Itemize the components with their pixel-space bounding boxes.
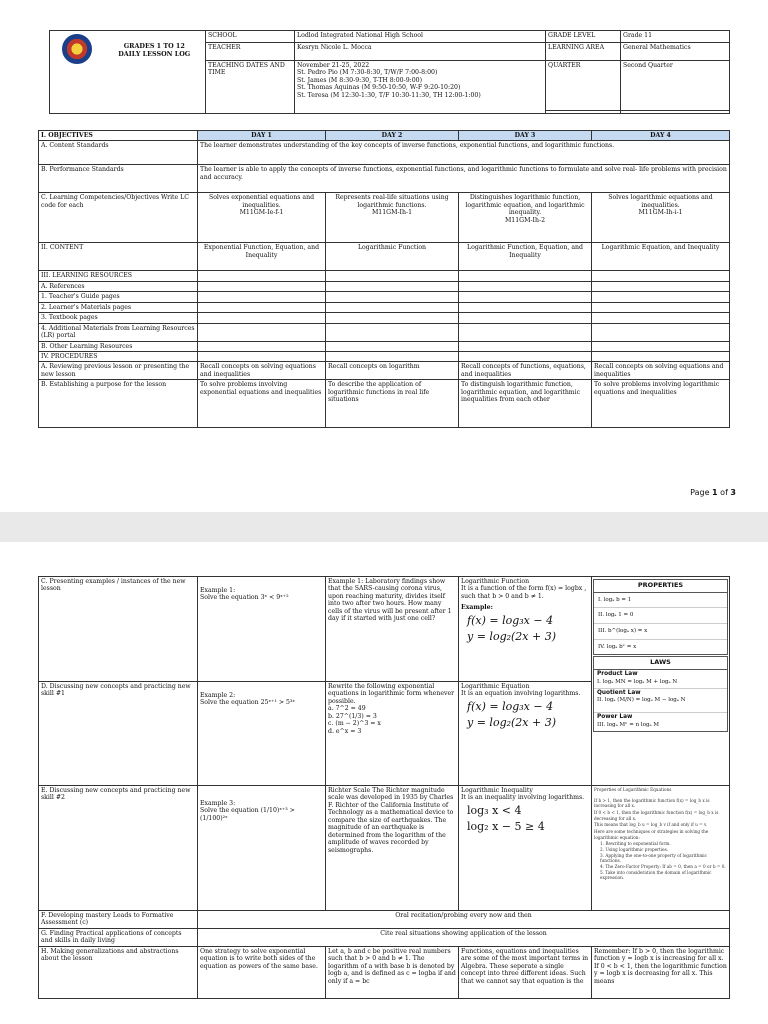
content-standards-text: The learner demonstrates understanding of the key concepts of inverse functions, exponential functions, and logarithmic functions. (198, 141, 730, 165)
objectives-heading: I. OBJECTIVES (39, 131, 198, 141)
procedures-table (38, 576, 730, 999)
resources-row: 3. Textbook pages (39, 313, 198, 323)
presenting-day-3 (459, 577, 592, 682)
properties-box (593, 579, 728, 655)
resources-row: A. References (39, 281, 198, 291)
dates-line: St. James (M 8:30-9:30, T-TH 8:00-9:00) (297, 76, 423, 84)
log-title (104, 31, 206, 114)
discussing-2-day-1 (198, 786, 326, 911)
page-gap (0, 512, 768, 542)
discussing-1-day-2 (326, 682, 459, 786)
list-item: 4. The Zero-Factor Property: If ab = 0, then a = 0 or b = 0. (600, 864, 726, 870)
developing-mastery-text: Oral recitation/probing every now and then (198, 911, 730, 929)
school-value: Lodlod Integrated National High School (295, 31, 546, 43)
properties-line: Here are some techniques or strategies in solving the logarithmic equation: (594, 829, 709, 840)
competency-text: Represents real-life situations using logarithmic functions. (335, 194, 449, 209)
equation-1: f(x) = log₃x − 4 (467, 699, 554, 713)
competency-day-2 (326, 193, 459, 243)
performance-standards-text: The learner is able to apply the concepts of inverse functions, exponential functions, and logarithmic functions to formulate and solve real- life problems with precision and accuracy. (198, 165, 730, 193)
log-title-line2: DAILY LESSON LOG (118, 49, 191, 58)
definition-body: It is a function of the form f(x) = logbx , such that b > 0 and b ≠ 1. (461, 585, 587, 600)
dates-line: St. Thomas Aquinas (M 9:50-10:50, W-F 9:20-10:20) (297, 84, 461, 92)
discussing-1-label: D. Discussing new concepts and practicing new skill #1 (39, 682, 198, 786)
reviewing-day-1: Recall concepts on solving equations and inequalities (198, 362, 326, 380)
exercise-item: b. 27^(1/3) = 3 (328, 712, 377, 720)
day-header-4: DAY 4 (592, 131, 730, 141)
reviewing-day-4: Recall concepts on solving equations and inequalities (592, 362, 730, 380)
competency-code: M11GM-Ih-2 (504, 216, 546, 224)
deped-seal-icon (62, 34, 92, 64)
competency-day-4 (592, 193, 730, 243)
school-label: SCHOOL (206, 31, 295, 43)
practical-applications-text: Cite real situations showing application of the lesson (198, 929, 730, 947)
inequality-1: log₃ x < 4 (467, 803, 522, 817)
property-item: IV. logₐ bˣ = x (598, 643, 637, 650)
equation-1: f(x) = log₃x − 4 (467, 613, 554, 627)
definition-title: Logarithmic Function (461, 578, 530, 585)
performance-standards-label: B. Performance Standards (39, 165, 198, 193)
resources-row: B. Other Learning Resources (39, 341, 198, 351)
purpose-day-4: To solve problems involving logarithmic equations and inequalities (592, 380, 730, 428)
developing-mastery-label: F. Developing mastery Leads to Formative Assessment (c) (39, 911, 198, 929)
header-table (49, 30, 730, 114)
page-number-current: 1 (712, 488, 718, 497)
discussing-2-day-3 (459, 786, 592, 911)
inequality-2: log₂ x − 5 ≥ 4 (467, 819, 545, 833)
law-name: Power Law (597, 714, 633, 721)
definition-body: It is an inequality involving logarithms. (461, 794, 585, 802)
generalizations-day-3: Functions, equations and inequalities are some of the most important terms in Algebra. These seperate a single concept into three different ideas. Such that we cannot say that equation is the (459, 947, 592, 999)
presenting-day-1 (198, 577, 326, 682)
discussing-2-day-2: Richter Scale The Richter magnitude scale was developed in 1935 by Charles F. Richter of the California Institute of Technology as a mathematical device to compare the size of earthquakes. The magnitude of an earthquake is determined from the logarithm of the amplitude of waves recorded by seismographs. (326, 786, 459, 911)
quarter-label: QUARTER (546, 61, 621, 111)
dates-line: November 21-25, 2022 (297, 62, 370, 69)
properties-line: This means that log_b u = log_b v if and only if u = v. (594, 822, 708, 828)
page-2 (0, 542, 768, 1024)
lesson-table (38, 130, 730, 428)
resources-row: 2. Learner's Materials pages (39, 302, 198, 312)
area-value: General Mathematics (621, 43, 730, 61)
log-title-line1: GRADES 1 TO 12 (123, 42, 185, 50)
competency-code: M11GM-Ie-f-1 (239, 209, 284, 217)
discussing-1-day-1 (198, 682, 326, 786)
purpose-day-3: To distinguish logarithmic function, logarithmic equation, and logarithmic inequalities from each other (459, 380, 592, 428)
properties-heading: Properties of Logarithmic Equations (594, 787, 672, 792)
list-item: 3. Applying the one-to-one property of logarithmic functions. (600, 852, 707, 864)
example-body: Solve the equation 3ˣ < 9ˣ⁺² (200, 594, 289, 602)
property-item: II. logₐ 1 = 0 (594, 608, 727, 624)
list-item: 5. Take into consideration the domain of logarithmic expression. (600, 869, 712, 881)
competency-day-1 (198, 193, 326, 243)
teacher-value: Kesryn Nicole L. Mocca (295, 43, 546, 61)
purpose-label: B. Establishing a purpose for the lesson (39, 380, 198, 428)
example-title: Example 1: (200, 587, 236, 594)
procedures-label: IV. PROCEDURES (39, 351, 198, 361)
list-item: 1. Rewriting to exponential form. (600, 841, 671, 847)
generalizations-day-4: Remember: If b > 0, then the logarithmic function y = logb x is increasing for all x. If 0 < b < 1, then the logarithmic function y = logb x is decreasing for all x. This means (592, 947, 730, 999)
equation-2: y = log₂(2x + 3) (467, 629, 557, 643)
properties-title: PROPERTIES (594, 580, 727, 593)
generalizations-day-1: One strategy to solve exponential equation is to write both sides of the equation as powers of the same base. (198, 947, 326, 999)
exercise-item: c. (m − 2)^3 = x (328, 720, 381, 728)
discussing-2-label: E. Discussing new concepts and practicing new skill #2 (39, 786, 198, 911)
content-day-2: Logarithmic Function (326, 243, 459, 271)
competencies-label: C. Learning Competencies/Objectives Write LC code for each (39, 193, 198, 243)
law-name: Quotient Law (597, 689, 641, 696)
competency-text: Solves logarithmic equations and inequalities. (608, 194, 713, 209)
generalizations-day-2: Let a, b and c be positive real numbers such that b > 0 and b ≠ 1. The logarithm of a with base b is denoted by logb a, and is defined as c = logba if and only if a = bc (326, 947, 459, 999)
competency-text: Distinguishes logarithmic function, logarithmic equation, and logarithmic inequality. (465, 194, 585, 217)
example-body: Solve the equation (1/10)ˣ⁺³ > (1/100)²ˣ (200, 807, 295, 822)
teacher-label: TEACHER (206, 43, 295, 61)
day-header-2: DAY 2 (326, 131, 459, 141)
content-standards-label: A. Content Standards (39, 141, 198, 165)
law-rule: II. logₐ (M/N) = logₐ M − logₐ N (594, 696, 727, 713)
techniques-list (600, 841, 727, 881)
equation-2: y = log₂(2x + 3) (467, 715, 557, 729)
presenting-examples-label: C. Presenting examples / instances of the new lesson (39, 577, 198, 682)
property-item: I. logₐ b = 1 (594, 593, 727, 609)
laws-title: LAWS (594, 657, 727, 670)
resources-row: 4. Additional Materials from Learning Resources (LR) portal (39, 323, 198, 341)
property-item: III. b^(logₐ x) = x (594, 624, 727, 640)
content-label: II. CONTENT (39, 243, 198, 271)
purpose-day-1: To solve problems involving exponential equations and inequalities (198, 380, 326, 428)
page-number-prefix: Page (690, 488, 713, 497)
reviewing-day-3: Recall concepts of functions, equations, and inequalities (459, 362, 592, 380)
grade-label: GRADE LEVEL (546, 31, 621, 43)
example-title: Example 3: (200, 800, 236, 807)
competency-day-3 (459, 193, 592, 243)
deped-seal-cell (50, 31, 104, 114)
exercise-intro: Rewrite the following exponential equations in logarithmic form whenever possible. (328, 683, 455, 705)
page-number-of: of (717, 488, 731, 497)
area-label: LEARNING AREA (546, 43, 621, 61)
content-day-1: Exponential Function, Equation, and Inequality (198, 243, 326, 271)
properties-laws-cell (592, 577, 730, 786)
law-rule: I. logₐ MN = logₐ M + logₐ N (594, 678, 727, 689)
example-label: Example: (461, 604, 493, 612)
dates-label: TEACHING DATES AND TIME (206, 61, 295, 114)
grade-value: Grade 11 (621, 31, 730, 43)
properties-line: If b > 1, then the logarithmic function f(x) = log_b x is increasing for all x. (594, 797, 710, 809)
definition-body: It is an equation involving logarithms. (461, 690, 581, 698)
competency-text: Solves exponential equations and inequalities. (208, 194, 315, 209)
content-day-3: Logarithmic Function, Equation, and Inequality (459, 243, 592, 271)
practical-applications-label: G. Finding Practical applications of concepts and skills in daily living (39, 929, 198, 947)
laws-box (593, 656, 728, 731)
quarter-value: Second Quarter (621, 61, 730, 111)
exercise-item: d. e^x = 3 (328, 727, 362, 735)
definition-title: Logarithmic Equation (461, 683, 530, 690)
reviewing-day-2: Recall concepts on logarithm (326, 362, 459, 380)
competency-code: M11GM-Ih-i-1 (638, 209, 683, 217)
resources-label: III. LEARNING RESOURCES (39, 271, 198, 281)
dates-line: St. Pedro Pio (M 7:30-8:30, T/W/F 7:00-8:00) (297, 69, 438, 77)
day-header-3: DAY 3 (459, 131, 592, 141)
example-body: Solve the equation 25ˣ⁺¹ > 5³ˣ (200, 699, 296, 707)
resources-row: 1. Teacher's Guide pages (39, 292, 198, 302)
law-rule: III. logₐ Mⁿ = n logₐ M (597, 722, 659, 729)
list-item: 2. Using logarithmic properties. (600, 847, 669, 853)
day-header-1: DAY 1 (198, 131, 326, 141)
dates-value (295, 61, 546, 114)
definition-title: Logarithmic Inequality (461, 787, 533, 794)
law-name: Product Law (597, 670, 638, 677)
competency-code: M11GM-Ih-1 (371, 209, 413, 217)
discussing-1-day-3 (459, 682, 592, 786)
discussing-2-day-4 (592, 786, 730, 911)
content-day-4: Logarithmic Equation, and Inequality (592, 243, 730, 271)
dates-line: St. Teresa (M 12:30-1:30, T/F 10:30-11:30, TH 12:00-1:00) (297, 91, 481, 99)
presenting-day-2: Example 1: Laboratory findings show that the SARS-causing corona virus, upon reaching maturity, divides itself into two after two hours. How many cells of the virus will be present after 1 day if it started with just one cell? (326, 577, 459, 682)
page-number-total: 3 (730, 488, 736, 497)
reviewing-label: A. Reviewing previous lesson or presenting the new lesson (39, 362, 198, 380)
page-number (690, 488, 736, 498)
properties-line: If 0 < b < 1, then the logarithmic function f(x) = log_b x is decreasing for all x. (594, 810, 719, 821)
purpose-day-2: To describe the application of logarithmic functions in real life situations (326, 380, 459, 428)
exercise-item: a. 7^2 = 49 (328, 705, 366, 713)
example-title: Example 2: (200, 692, 236, 699)
generalizations-label: H. Making generalizations and abstractions about the lesson (39, 947, 198, 999)
